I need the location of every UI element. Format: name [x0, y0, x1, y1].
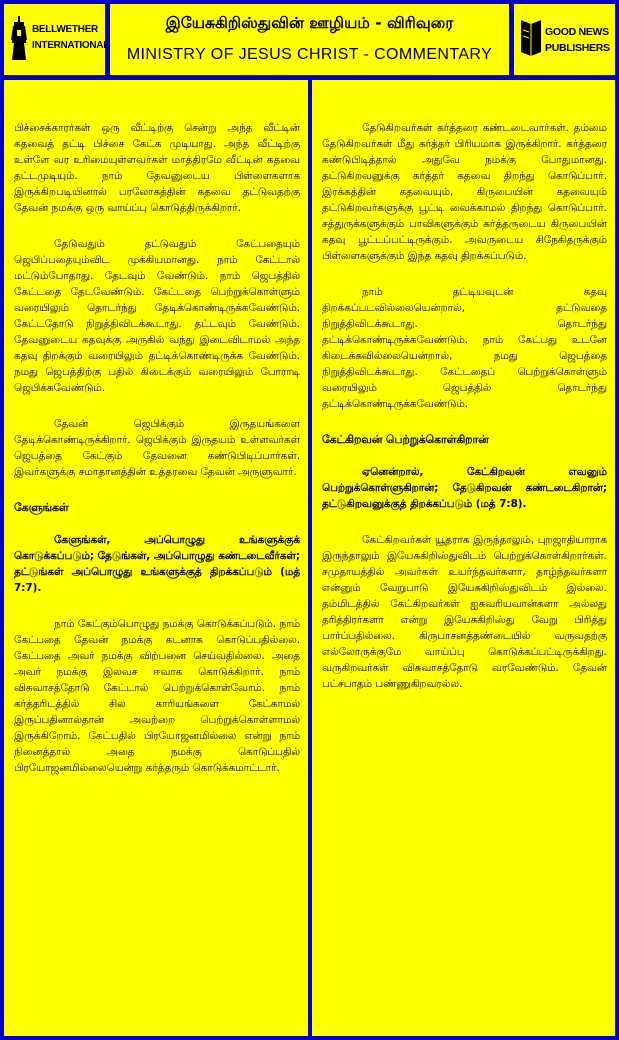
left-logo-line1: BELLWETHER	[32, 24, 98, 35]
page-title-box	[110, 4, 509, 75]
bellwether-logo-box	[4, 4, 110, 75]
paragraph: தேடுகிறவர்கள் கர்த்தரை கண்டடைவார்கள். தம்மை தேடுகிறவர்கள் மீது கர்த்தர் பிரியமாக இருக்கிறார். கர்த்தரை கண்டுபிடித்தால் அதுவே நமக்கு போதுமானது. தட்டுகிறவனுக்கு கர்த்தர் கதவை திறந்து கொடுப்பார். இரக்கத்தின் கதவையும், கிருபையின் கதவையும் தட்டுகிறவர்களுக்கு பூட்டி வைக்காமல் திறந்து கொடுப்பார். சத்துருக்களுக்கும் பாவிகளுக்கும் கர்த்தருடைய கிருபையின் கதவு பூட்டப்பட்டிருக்கும். அவருடைய சிநேகிதருக்கும் பிள்ளைகளுக்கும் இந்த கதவு திறக்கப்படும்.	[322, 122, 607, 262]
book-icon	[519, 16, 543, 60]
right-logo-line2: PUBLISHERS	[545, 42, 610, 54]
paragraph: தேடுவதும் தட்டுவதும் கேட்பதையும் ஜெபிப்பதையும்விட முக்கியமானது. நாம் கேட்டால் மட்டும்போதாது. தேடவும் வேண்டும். நாம் ஜெபத்தில் கேட்டதை தேடவேண்டும். கேட்டதை பெற்றுக்கொள்ளும் வரையிலும் தொடர்ந்து தேடிக்கொண்டிருக்கவேண்டும். கேட்டதோடு நிறுத்திவிடக்கூடாது. தட்டவும் வேண்டும். தேவனுடைய கதவுக்கு அருகில் வந்து இடைவிடாமல் அந்த கதவு திறக்கும் வரையிலும் தட்டிக்கொண்டிருக்க வேண்டும். நமது ஜெபத்திற்கு பதில் கிடைக்கும் வரையிலும் போராடி ஜெபிக்கவேண்டும்.	[14, 238, 300, 394]
paragraph: நாம் கேட்கும்பொழுது நமக்கு கொடுக்கப்படும். நாம் கேட்பதை தேவன் நமக்கு கடனாக கொடுப்பதில்லை. கேட்பதை அவர் நமக்கு விற்பனை செய்வதில்லை. அதை அவர் நமக்கு இலவச ஈவாக கொடுக்கிறார். நாம் விசுவாசத்தோடு கேட்டால் பெற்றுக்கொள்வோம். நாம் கர்த்தரிடத்தில் சில காரியங்களை கேட்காமல் இருப்பதினால்தான் அவற்றை பெற்றுக்கொள்ளாமல் இருக்கிறோம். கேட்பதில் பிரயோஜனமில்லை என்று நாம் நினைத்தால் அதை நமக்கு கொடுப்பதில் பிரயோஜனமில்லையென்று கர்த்தரும் கொடுக்கமாட்டார்.	[14, 618, 300, 774]
paragraph: கேட்கிறவர்கள் யூதராக இருந்தாலும், புறஜாதியாராக இருந்தாலும் இயேசுகிறிஸ்துவிடம் பெற்றுக்கொள்கிறார்கள். சமுதாயத்தில் அவர்கள் உயர்ந்தவர்களா, தாழ்ந்தவர்களா என்னும் வேறுபாடு இயேசுகிறிஸ்துவிடம் இல்லை. தம்மிடத்தில் கேட்கிறவர்கள் ஐசுவரியவான்களா அல்லது தரித்திரர்களா என்று இயேசுகிறிஸ்து வேறு பிரித்து பார்ப்பதில்லை. கிருபாசனத்தண்டையில் வருவதற்கு எல்லோருக்குமே வாய்ப்பு கொடுக்கப்பட்டிருக்கிறது. வருகிறவர்கள் விசுவாசத்தோடு வரவேண்டும். தேவன் பட்சபாதம் பண்ணுகிறவரல்ல.	[322, 534, 607, 690]
bell-tower-icon	[9, 16, 29, 60]
left-logo-line2: INTERNATIONAL	[32, 40, 110, 51]
section-heading: கேட்கிறவன் பெற்றுக்கொள்கிறான்	[322, 433, 489, 446]
right-logo-line1: GOOD NEWS	[545, 26, 609, 38]
right-column	[312, 80, 615, 1036]
bible-verse: கேளுங்கள், அப்பொழுது உங்களுக்குக் கொடுக்கப்படும்; தேடுங்கள், அப்பொழுது கண்டடைவீர்கள்; தட்டுங்கள் அப்பொழுது உங்களுக்குத் திறக்கப்படும் (மத் 7:7).	[14, 534, 300, 594]
good-news-logo-box	[514, 4, 615, 75]
title-tamil: இயேசுகிறிஸ்துவின் ஊழியம் - விரிவுரை	[165, 14, 454, 32]
section-heading: கேளுங்கள்	[14, 501, 69, 514]
bible-verse: ஏனென்றால், கேட்கிறவன் எவனும் பெற்றுக்கொள்ளுகிறான்; தேடுகிறவன் கண்டடைகிறான்; தட்டுகிறவனுக்குத் திறக்கப்படும் (மத் 7:8).	[322, 466, 607, 510]
left-column	[4, 80, 308, 1036]
paragraph: நாம் தட்டியவுடன் கதவு திறக்கப்படவில்லையென்றால், தட்டுவதை நிறுத்திவிடக்கூடாது. தொடர்ந்து தட்டிக்கொண்டிருக்கவேண்டும். நாம் கேட்பது உடனே கிடைக்கவில்லையென்றால், நமது ஜெபத்தை நிறுத்திவிடக்கூடாது. கேட்டதைப் பெற்றுக்கொள்ளும் வரையிலும் ஜெபத்தில் தொடர்ந்து தட்டிக்கொண்டிருக்கவேண்டும்.	[322, 286, 607, 410]
paragraph: தேவன் ஜெபிக்கும் இருதயங்களை தேடிக்கொண்டிருக்கிறார். ஜெபிக்கும் இருதயம் உள்ளவர்கள் ஜெபத்தை கேட்கும் தேவனை கண்டுபிடிப்பார்கள். இவர்களுக்கு சமாதானத்தின் உத்தரவை தேவன் அருளுவார்.	[14, 418, 300, 478]
title-english: MINISTRY OF JESUS CHRIST - COMMENTARY	[126, 46, 493, 63]
paragraph: பிச்சைக்காரர்கள் ஒரு வீட்டிற்கு சென்று அந்த வீட்டின் கதவைத் தட்டி பிச்சை கேட்க முடியாது. அந்த வீட்டிற்கு உள்ளே வர உரிமையுள்ளவர்கள் மாத்திரமே வீட்டின் கதவை தட்டமுடியும். நாம் தேவனுடைய பிள்ளைகளாக இருக்கிறபடியினால் பரலோகத்தின் கதவை தட்டுவதற்கு தேவன் நமக்கு ஒரு வாய்ப்பு கொடுத்திருக்கிறார்.	[14, 122, 300, 214]
